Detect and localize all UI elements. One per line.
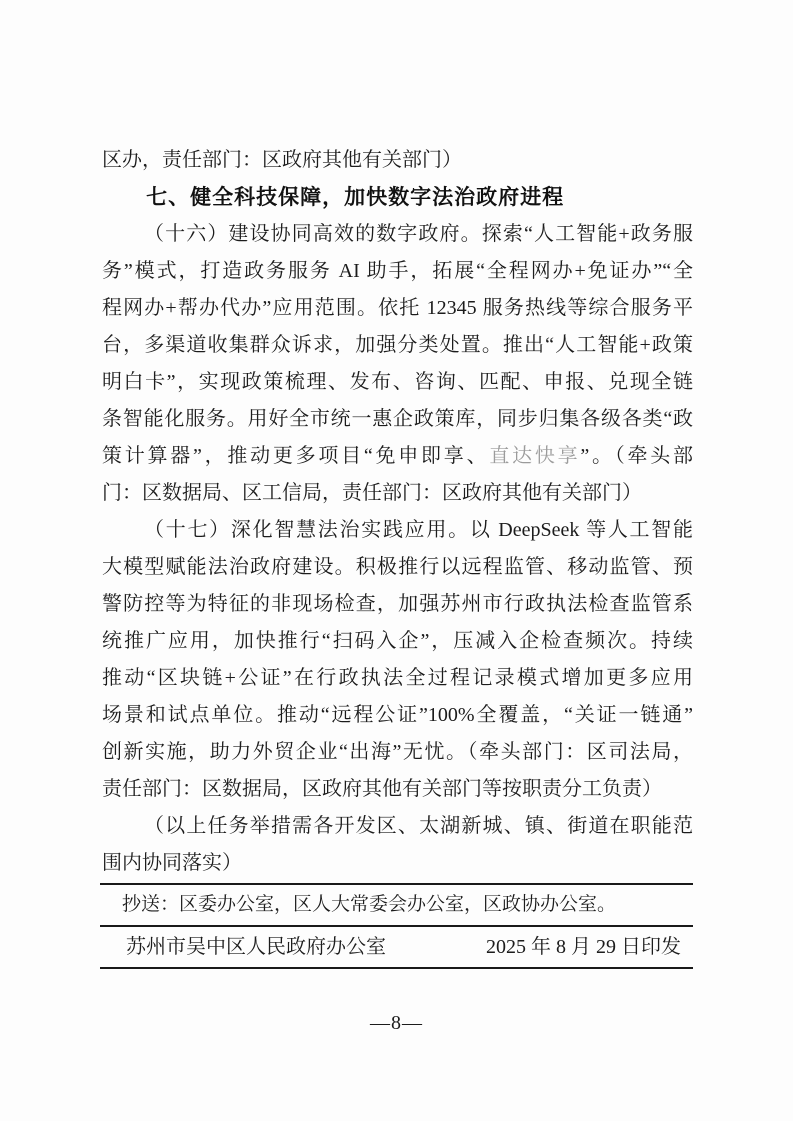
body-line xyxy=(102,660,693,697)
body-text-segment: 创新实施，助力外贸企业“出海”无忧。（牵头部门：区司法局， xyxy=(102,741,693,763)
cc-line: 抄送：区委办公室，区人大常委会办公室，区政协办公室。 xyxy=(122,894,617,915)
body-line xyxy=(102,512,693,549)
body-text-segment: 推动“区块链+公证”在行政执法全过程记录模式增加更多应用 xyxy=(102,667,693,689)
body-line xyxy=(102,845,693,882)
body-line xyxy=(102,697,693,734)
body-text-segment: ”。（牵头部 xyxy=(580,445,693,467)
body-text-segment: （十六）建设协同高效的数字政府。探索“人工智能+政务服 xyxy=(144,223,693,245)
body-line xyxy=(102,623,693,660)
section-heading xyxy=(102,179,693,216)
body-line xyxy=(102,734,693,771)
body-text-segment: 区办，责任部门：区政府其他有关部门） xyxy=(102,149,462,171)
body-text-segment: 程网办+帮办代办”应用范围。依托 12345 服务热线等综合服务平 xyxy=(102,297,693,319)
body-text-segment: 明白卡”，实现政策梳理、发布、咨询、匹配、申报、兑现全链 xyxy=(102,371,693,393)
body-line xyxy=(102,475,693,512)
body-line xyxy=(102,142,693,179)
document-body xyxy=(102,142,693,882)
body-text-segment: 大模型赋能法治政府建设。积极推行以远程监管、移动监管、预 xyxy=(102,556,693,578)
body-line xyxy=(102,290,693,327)
body-text-segment: 警防控等为特征的非现场检查，加强苏州市行政执法检查监管系 xyxy=(102,593,693,615)
issuer-row xyxy=(100,927,693,967)
body-text-segment: 策计算器”，推动更多项目“免申即享、 xyxy=(102,445,490,467)
body-line xyxy=(102,364,693,401)
body-text-segment: （以上任务举措需各开发区、太湖新城、镇、街道在职能范 xyxy=(144,815,693,837)
body-line xyxy=(102,438,693,475)
body-line xyxy=(102,401,693,438)
body-line xyxy=(102,549,693,586)
body-text-segment: 围内协同落实） xyxy=(102,852,242,874)
body-text-segment: 统推广应用，加快推行“扫码入企”，压减入企检查频次。持续 xyxy=(102,630,693,652)
body-line xyxy=(102,586,693,623)
body-text-segment: 门：区数据局、区工信局，责任部门：区政府其他有关部门） xyxy=(102,482,642,504)
body-text-segment: 场景和试点单位。推动“远程公证”100%全覆盖，“关证一链通” xyxy=(102,704,693,726)
page-number: —8— xyxy=(370,1012,423,1034)
print-date: 2025 年 8 月 29 日印发 xyxy=(486,936,681,958)
colophon xyxy=(100,883,693,969)
body-text-segment: 条智能化服务。用好全市统一惠企政策库，同步归集各级各类“政 xyxy=(102,408,693,430)
divider-rule-bottom xyxy=(100,967,693,969)
body-text-segment: 七、健全科技保障，加快数字法治政府进程 xyxy=(146,186,565,209)
body-line xyxy=(102,327,693,364)
body-line xyxy=(102,771,693,808)
body-text-segment: 台，多渠道收集群众诉求，加强分类处置。推出“人工智能+政策 xyxy=(102,334,693,356)
body-line xyxy=(102,216,693,253)
faded-text: 直达快享 xyxy=(489,445,581,467)
issuer-name: 苏州市吴中区人民政府办公室 xyxy=(126,936,386,958)
body-text-segment: 责任部门：区数据局，区政府其他有关部门等按职责分工负责） xyxy=(102,778,662,800)
body-text-segment: （十七）深化智慧法治实践应用。以 DeepSeek 等人工智能 xyxy=(144,519,693,541)
body-text-segment: 务”模式，打造政务服务 AI 助手，拓展“全程网办+免证办”“全 xyxy=(102,260,693,282)
body-line xyxy=(102,253,693,290)
body-line xyxy=(102,808,693,845)
